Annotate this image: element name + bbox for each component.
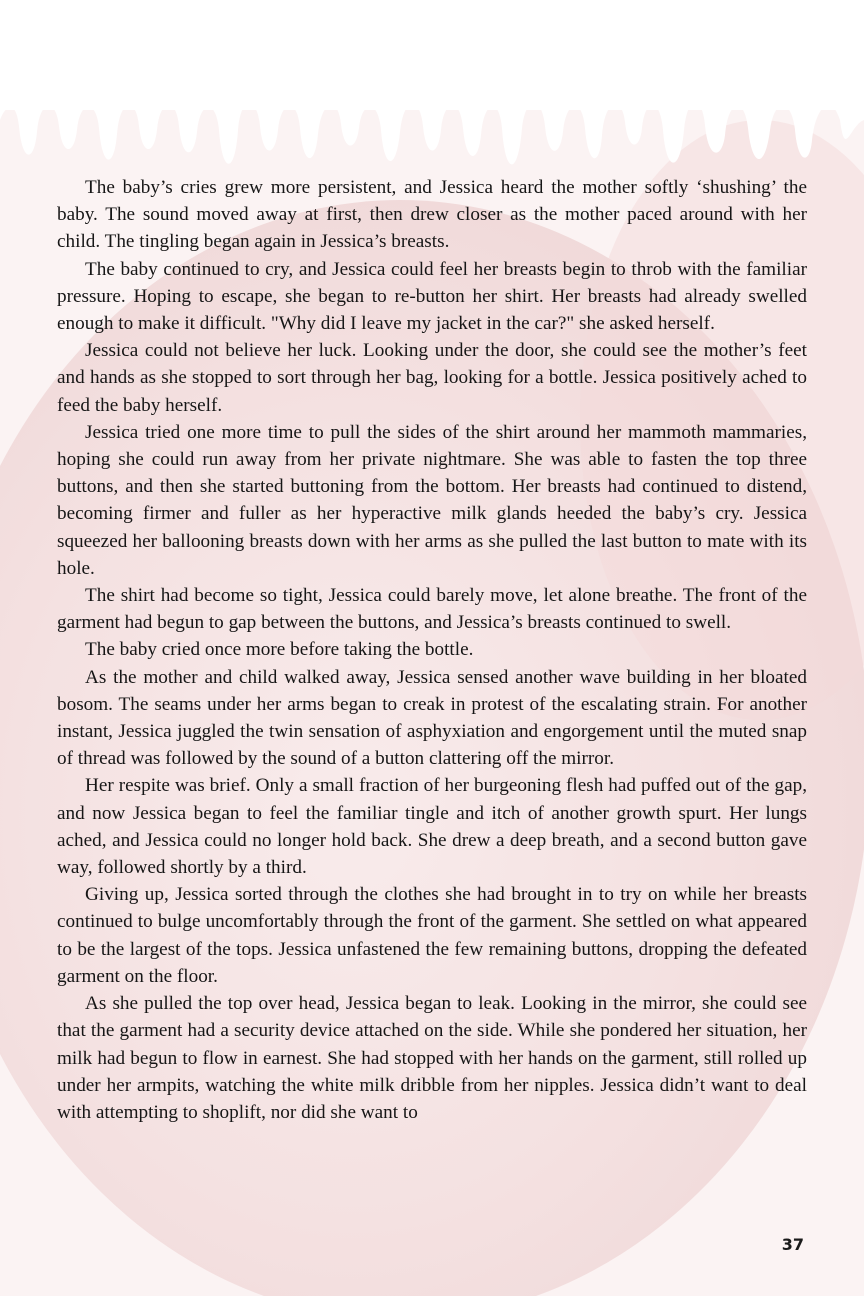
paragraph: As she pulled the top over head, Jessica began to leak. Looking in the mirror, she could see that the garment had a security device attached on the side. While she pondered her situation, her milk had begun to flow in earnest. She had stopped with her hands on the garment, still rolled up under her armpits, watching the white milk dribble from her nipples. Jessica didn’t want to deal with attempting to shoplift, nor did she want to	[57, 993, 807, 1123]
page-number: 37	[781, 1235, 804, 1254]
paragraph: As the mother and child walked away, Jessica sensed another wave building in her bloated bosom. The seams under her arms began to creak in protest of the escalating strain. For another instant, Jessica juggled the twin sensation of asphyxiation and engorgement until the muted snap of thread was followed by the sound of a button clattering off the mirror.	[57, 666, 807, 770]
paragraph: The baby continued to cry, and Jessica could feel her breasts begin to throb with the familiar pressure. Hoping to escape, she began to re-button her shirt. Her breasts had already swelled enough to make it difficult. "Why did I leave my jacket in the car?" she asked herself.	[57, 258, 807, 335]
paragraph: The baby’s cries grew more persistent, and Jessica heard the mother softly ‘shushing’ the baby. The sound moved away at first, then drew closer as the mother paced around with her child. The tingling began again in Jessica’s breasts.	[57, 177, 807, 253]
paragraph: The shirt had become so tight, Jessica could barely move, let alone breathe. The front of the garment had begun to gap between the buttons, and Jessica’s breasts continued to swell.	[57, 585, 807, 634]
paragraph: Giving up, Jessica sorted through the clothes she had brought in to try on while her breasts continued to bulge uncomfortably through the front of the garment. She settled on what appeared to be the largest of the tops. Jessica unfastened the few remaining buttons, dropping the defeated garment on the floor.	[57, 884, 807, 987]
paragraph: Jessica tried one more time to pull the sides of the shirt around her mammoth mammaries, hoping she could run away from her private nightmare. She was able to fasten the top three buttons, and then she started buttoning from the bottom. Her breasts had continued to distend, becoming firmer and fuller as her hyperactive milk glands heeded the baby’s cry. Jessica squeezed her ballooning breasts down with her arms as she pulled the last button to mate with its hole.	[57, 421, 807, 579]
paragraph: Her respite was brief. Only a small fraction of her burgeoning flesh had puffed out of the gap, and now Jessica began to feel the familiar tingle and itch of another growth spurt. Her lungs ached, and Jessica could no longer hold back. She drew a deep breath, and a second button gave way, followed shortly by a third.	[57, 775, 807, 879]
paragraph: The baby cried once more before taking the bottle.	[85, 639, 474, 661]
paragraph: Jessica could not believe her luck. Looking under the door, she could see the mother’s feet and hands as she stopped to sort through her bag, looking for a bottle. Jessica positively ached to feed the baby herself.	[57, 340, 807, 416]
body-text	[57, 174, 807, 1126]
